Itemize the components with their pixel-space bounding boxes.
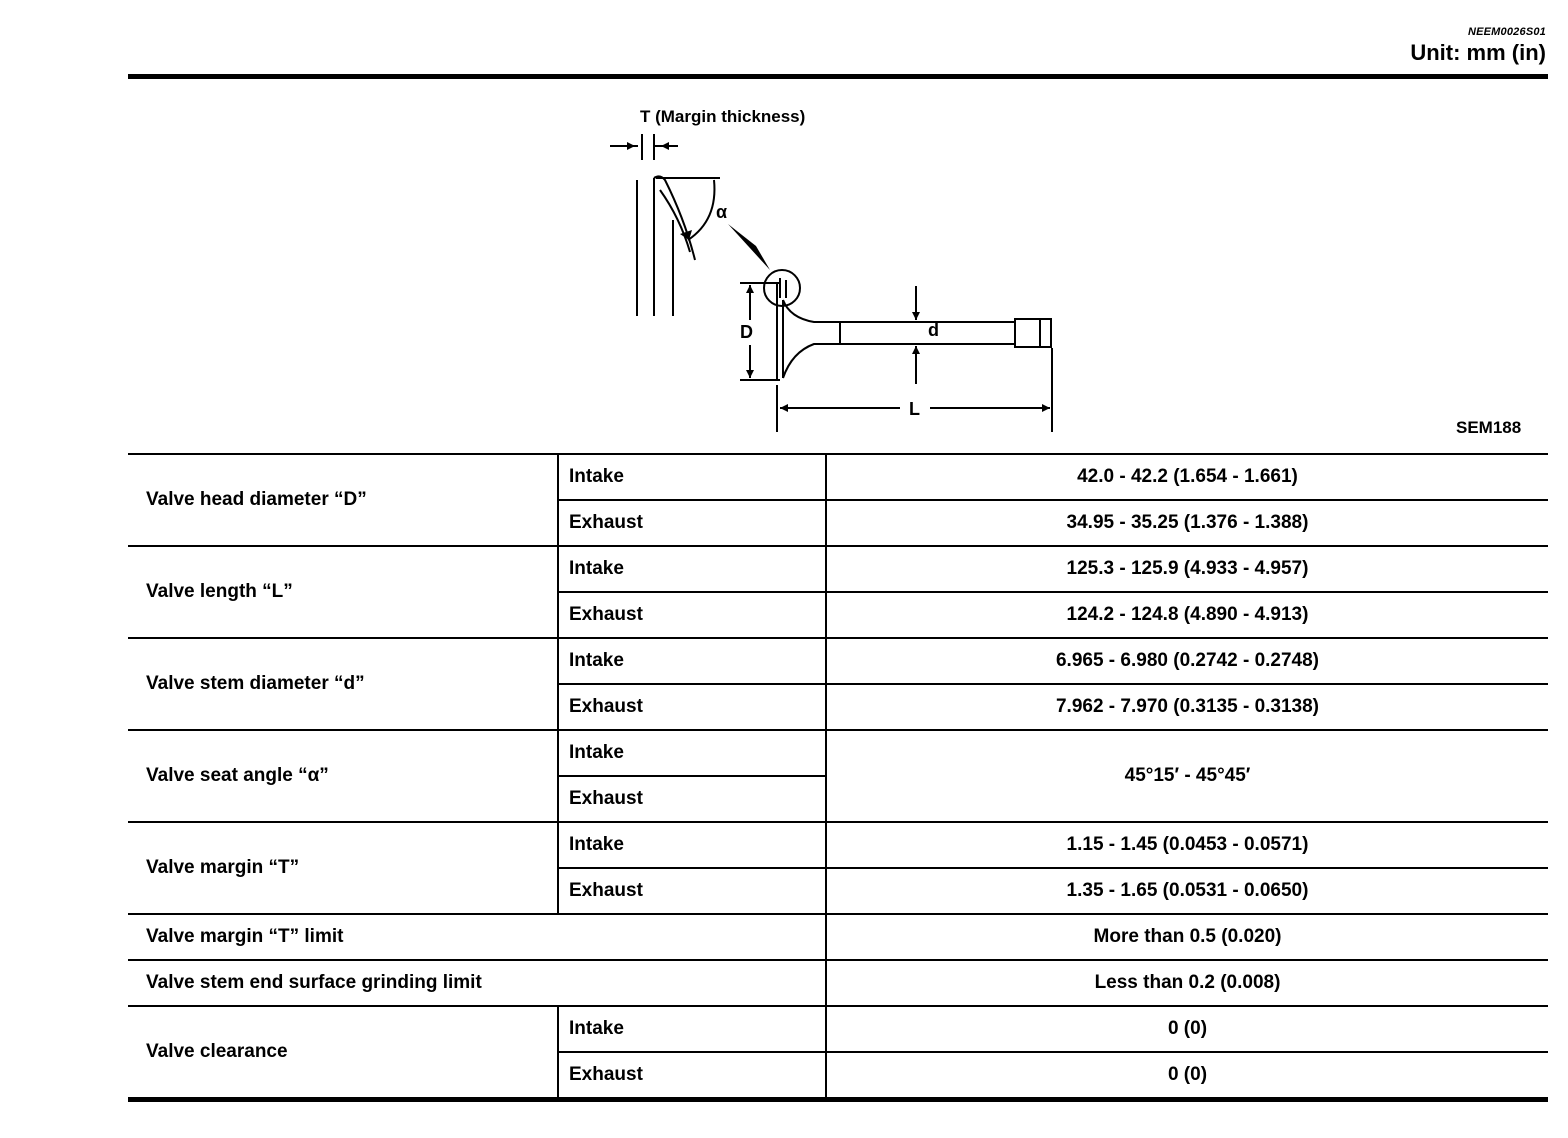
item-label: Valve stem diameter “d” <box>128 638 558 730</box>
exhaust-label: Exhaust <box>558 1052 826 1100</box>
table-row <box>128 822 1548 868</box>
table-row <box>128 914 1548 960</box>
valve-diagram <box>600 100 1080 440</box>
intake-label: Intake <box>558 454 826 500</box>
length-label: L <box>909 399 920 419</box>
value-cell: 124.2 - 124.8 (4.890 - 4.913) <box>826 592 1548 638</box>
valve-head-bottom-profile <box>783 344 840 378</box>
value-cell: 6.965 - 6.980 (0.2742 - 0.2748) <box>826 638 1548 684</box>
alpha-arc <box>688 180 714 240</box>
valve-stem-end <box>1015 319 1051 347</box>
item-label: Valve margin “T” <box>128 822 558 914</box>
value-cell: 0 (0) <box>826 1052 1548 1100</box>
item-label: Valve stem end surface grinding limit <box>128 960 826 1006</box>
value-cell: 42.0 - 42.2 (1.654 - 1.661) <box>826 454 1548 500</box>
item-label: Valve margin “T” limit <box>128 914 826 960</box>
item-label: Valve length “L” <box>128 546 558 638</box>
intake-label: Intake <box>558 638 826 684</box>
exhaust-label: Exhaust <box>558 592 826 638</box>
top-rule <box>128 74 1548 79</box>
intake-label: Intake <box>558 546 826 592</box>
intake-label: Intake <box>558 822 826 868</box>
item-label: Valve clearance <box>128 1006 558 1100</box>
value-cell: 1.35 - 1.65 (0.0531 - 0.0650) <box>826 868 1548 914</box>
exhaust-label: Exhaust <box>558 868 826 914</box>
table-row <box>128 454 1548 500</box>
value-cell: 1.15 - 1.45 (0.0453 - 0.0571) <box>826 822 1548 868</box>
figure-code: SEM188 <box>1456 418 1522 437</box>
table-row <box>128 638 1548 684</box>
value-cell: 0 (0) <box>826 1006 1548 1052</box>
exhaust-label: Exhaust <box>558 684 826 730</box>
value-cell: 7.962 - 7.970 (0.3135 - 0.3138) <box>826 684 1548 730</box>
table-row <box>128 960 1548 1006</box>
item-label: Valve head diameter “D” <box>128 454 558 546</box>
document-code: NEEM0026S01 <box>1467 26 1546 38</box>
table-row <box>128 730 1548 776</box>
item-label: Valve seat angle “α” <box>128 730 558 822</box>
value-cell: 34.95 - 35.25 (1.376 - 1.388) <box>826 500 1548 546</box>
intake-label: Intake <box>558 730 826 776</box>
value-cell: Less than 0.2 (0.008) <box>826 960 1548 1006</box>
alpha-label: α <box>716 202 728 222</box>
value-cell: 45°15′ - 45°45′ <box>826 730 1548 822</box>
table-row <box>128 1006 1548 1052</box>
value-cell: More than 0.5 (0.020) <box>826 914 1548 960</box>
table-row <box>128 546 1548 592</box>
unit-label: Unit: mm (in) <box>1410 40 1546 65</box>
intake-label: Intake <box>558 1006 826 1052</box>
exhaust-label: Exhaust <box>558 776 826 822</box>
valve-spec-table <box>128 453 1548 1102</box>
head-diameter-label: D <box>740 322 753 342</box>
stem-diameter-label: d <box>928 320 939 340</box>
exhaust-label: Exhaust <box>558 500 826 546</box>
value-cell: 125.3 - 125.9 (4.933 - 4.957) <box>826 546 1548 592</box>
margin-thickness-caption: T (Margin thickness) <box>640 107 806 126</box>
